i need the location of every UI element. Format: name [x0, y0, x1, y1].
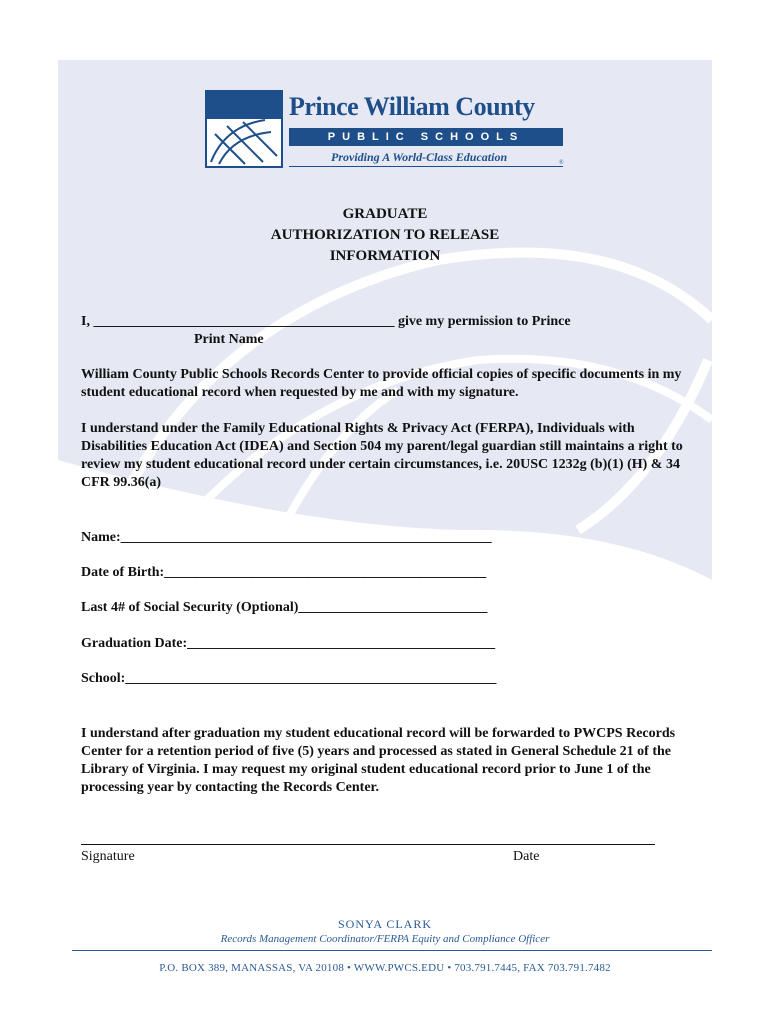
date-label: Date — [513, 849, 540, 864]
name-field[interactable]: Name:_____________________________________________________ — [81, 530, 492, 545]
title-line-2: AUTHORIZATION TO RELEASE — [270, 227, 500, 243]
footer-divider — [72, 950, 712, 951]
permission-line[interactable]: I, ___________________________________________ give my permission to Prince — [81, 314, 571, 329]
logo-rule — [289, 166, 563, 167]
registered-mark: ® — [559, 160, 564, 166]
print-name-label: Print Name — [194, 332, 264, 347]
title-line-1: GRADUATE — [342, 206, 428, 222]
footer-contact-role: Records Management Coordinator/FERPA Equity and Compliance Officer — [220, 933, 550, 945]
school-field[interactable]: School:_____________________________________________________ — [81, 671, 497, 686]
footer-contact-name: SONYA CLARK — [337, 917, 432, 931]
graduation-date-field[interactable]: Graduation Date:____________________________________________ — [81, 636, 496, 651]
school-logo — [205, 90, 575, 170]
ssn-last4-field[interactable]: Last 4# of Social Security (Optional)___________________________ — [81, 600, 488, 615]
date-of-birth-field[interactable]: Date of Birth:______________________________________________ — [81, 565, 487, 580]
logo-name: Prince William County — [289, 92, 535, 121]
signature-label: Signature — [81, 849, 135, 864]
logo-tagline: Providing A World-Class Education — [331, 150, 508, 164]
footer-address: P.O. BOX 389, MANASSAS, VA 20108 • WWW.PWCS.EDU • 703.791.7445, FAX 703.791.7482 — [159, 962, 611, 974]
ferpa-paragraph: I understand under the Family Educational Rights & Privacy Act (FERPA), Individuals with Disabilities Education Act (IDEA) and Section 504 my parent/legal guardian still maintains a right to review my student educational record under certain circumstances, i.e. 20USC 1232g (b)(1) (H) & 34 CFR 99.36(a) — [81, 421, 683, 490]
logo-band: PUBLIC SCHOOLS — [289, 128, 563, 146]
permission-continuation: William County Public Schools Records Center to provide official copies of specific documents in my student educational record when requested by me and with my signature. — [81, 367, 682, 400]
title-line-3: INFORMATION — [329, 248, 441, 264]
document-title — [0, 204, 770, 267]
retention-paragraph: I understand after graduation my student educational record will be forwarded to PWCPS Records Center for a retention period of five (5) years and processed as stated in General Schedule 21 of the Library of Virginia. I may request my original student educational record prior to June 1 of the processing year by contacting the Records Center. — [81, 726, 676, 795]
globe-icon — [205, 90, 283, 168]
signature-line[interactable] — [81, 844, 655, 845]
